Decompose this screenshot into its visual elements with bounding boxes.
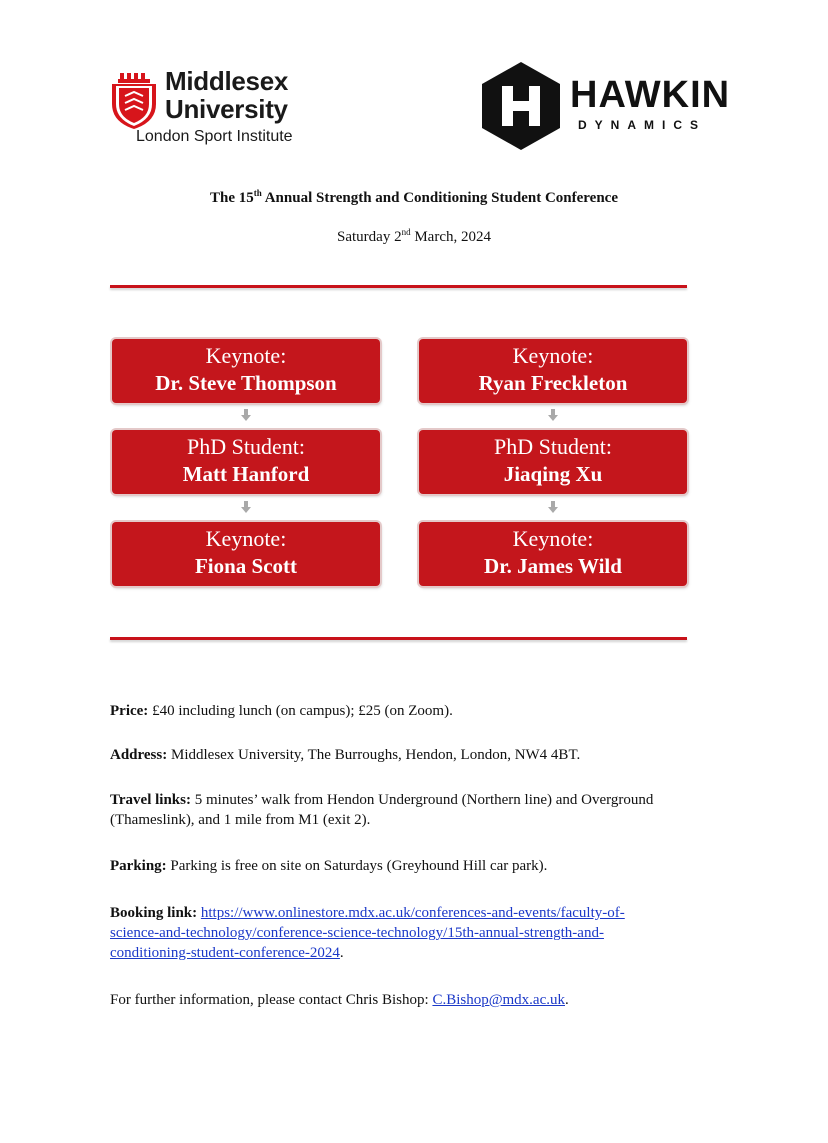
booking-period: .: [339, 945, 344, 961]
speaker-box-right-2: [419, 430, 687, 494]
booking-link-line2[interactable]: science-and-technology/conference-science-technology/15th-annual-strength-and-: [110, 925, 604, 941]
address-info: [110, 745, 710, 765]
down-arrow-icon: [548, 501, 558, 513]
shield-icon: [110, 70, 158, 130]
parking-text: Parking is free on site on Saturdays (Greyhound Hill car park).: [166, 858, 548, 874]
travel-info: [110, 790, 730, 830]
speaker-role: Keynote:: [205, 343, 287, 368]
address-text: Middlesex University, The Burroughs, Hendon, London, NW4 4BT.: [167, 747, 581, 763]
speaker-name: Dr. James Wild: [484, 554, 622, 578]
hawkin-dynamics-logo: [482, 62, 731, 152]
speaker-name: Jiaqing Xu: [503, 462, 603, 486]
down-arrow-icon: [548, 409, 558, 421]
middlesex-university-logo: [110, 68, 310, 148]
speaker-box-left-2: [112, 430, 380, 494]
speaker-role: Keynote:: [205, 526, 287, 551]
hawkin-subtitle: DYNAMICS: [578, 118, 707, 132]
booking-label: Booking link:: [110, 905, 198, 921]
contact-text: For further information, please contact Chris Bishop:: [110, 992, 433, 1008]
mdx-name-line2: University: [165, 94, 288, 124]
travel-text-line1: 5 minutes’ walk from Hendon Underground (Northern line) and Overground: [190, 792, 654, 808]
price-label: Price:: [110, 703, 149, 719]
conference-date: Saturday 2nd March, 2024: [337, 227, 491, 245]
price-text: £40 including lunch (on campus); £25 (on Zoom).: [148, 703, 453, 719]
down-arrow-icon: [241, 501, 251, 513]
speaker-name: Ryan Freckleton: [478, 371, 628, 395]
contact-email-link[interactable]: C.Bishop@mdx.ac.uk: [432, 992, 565, 1008]
speaker-role: Keynote:: [512, 343, 594, 368]
booking-info: [110, 903, 730, 963]
speaker-name: Matt Hanford: [182, 462, 310, 486]
mdx-name-line1: Middlesex: [165, 66, 289, 96]
parking-info: [110, 856, 710, 876]
contact-period: .: [565, 992, 569, 1008]
conference-title: The 15th Annual Strength and Conditioning Student Conference: [210, 188, 618, 206]
divider-bottom: [110, 637, 687, 640]
price-info: [110, 701, 710, 721]
hawkin-wordmark: HAWKIN: [570, 74, 731, 116]
mdx-subtitle: London Sport Institute: [136, 128, 293, 145]
address-label: Address:: [110, 747, 168, 763]
hexagon-h-icon: [482, 62, 560, 150]
speaker-box-right-3: [419, 522, 687, 586]
speaker-role: Keynote:: [512, 526, 594, 551]
speaker-role: PhD Student:: [187, 434, 305, 459]
travel-text-line2: (Thameslink), and 1 mile from M1 (exit 2).: [110, 812, 371, 828]
booking-link-line1[interactable]: https://www.onlinestore.mdx.ac.uk/conferences-and-events/faculty-of-: [200, 905, 625, 921]
speaker-box-left-3: [112, 522, 380, 586]
down-arrow-icon: [241, 409, 251, 421]
travel-label: Travel links:: [110, 792, 191, 808]
parking-label: Parking:: [110, 858, 167, 874]
speaker-role: PhD Student:: [494, 434, 612, 459]
speaker-name: Dr. Steve Thompson: [155, 371, 337, 395]
divider-top: [110, 285, 687, 288]
speaker-box-left-1: [112, 339, 380, 403]
contact-info: [110, 990, 710, 1010]
booking-link-line3[interactable]: conditioning-student-conference-2024: [110, 945, 340, 961]
speaker-name: Fiona Scott: [194, 554, 298, 578]
speaker-box-right-1: [419, 339, 687, 403]
